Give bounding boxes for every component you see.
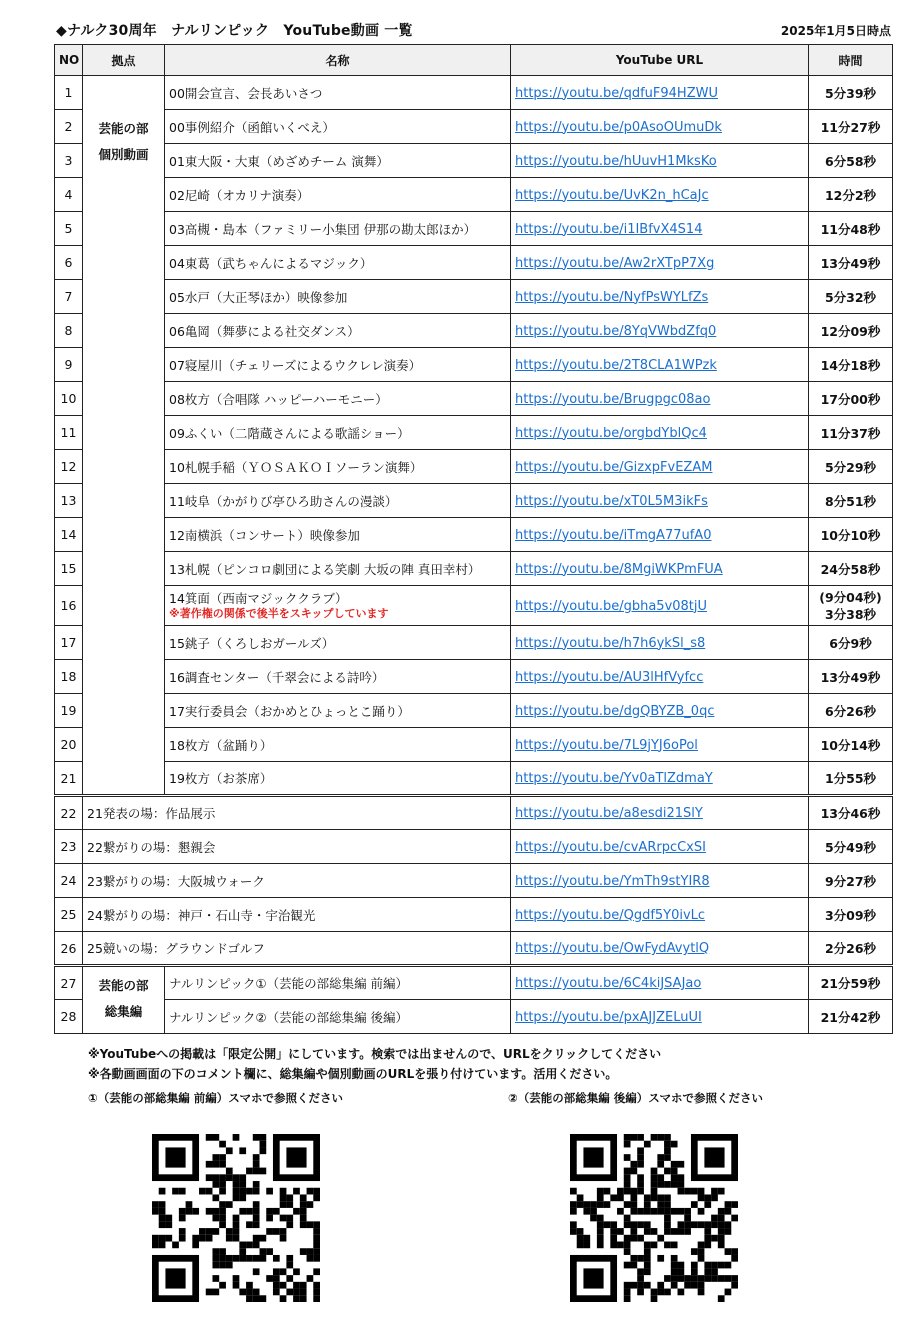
- table-header-row: [55, 45, 893, 76]
- url-cell: [511, 76, 809, 110]
- video-name: 10札幌手稲（ＹＯＳＡＫＯＩソーラン演舞）: [165, 450, 511, 484]
- table-row: [55, 178, 893, 212]
- youtube-link[interactable]: https://youtu.be/qdfuF94HZWU: [515, 85, 718, 101]
- base-label: 個別動画: [98, 147, 149, 162]
- row-number: 20: [55, 728, 83, 762]
- video-name: 22繋がりの場：懇親会: [83, 830, 511, 864]
- video-name: 05水戸（大正琴ほか）映像参加: [165, 280, 511, 314]
- table-row: [55, 280, 893, 314]
- copyright-note: ※著作権の関係で後半をスキップしています: [169, 606, 389, 620]
- duration: 6分26秒: [809, 694, 893, 728]
- duration: 5分29秒: [809, 450, 893, 484]
- duration: 24分58秒: [809, 552, 893, 586]
- row-number: 2: [55, 110, 83, 144]
- duration: 5分49秒: [809, 830, 893, 864]
- table-row: [55, 694, 893, 728]
- duration: 5分39秒: [809, 76, 893, 110]
- table-row: [55, 416, 893, 450]
- duration: 12分2秒: [809, 178, 893, 212]
- table-row: [55, 626, 893, 660]
- video-name: 24繋がりの場：神戸・石山寺・宇治観光: [83, 898, 511, 932]
- url-cell: [511, 694, 809, 728]
- table-row: [55, 552, 893, 586]
- duration: 13分49秒: [809, 660, 893, 694]
- video-name: 04東葛（武ちゃんによるマジック）: [165, 246, 511, 280]
- duration: 6分9秒: [809, 626, 893, 660]
- youtube-link[interactable]: https://youtu.be/NyfPsWYLfZs: [515, 289, 709, 305]
- table-row: [55, 762, 893, 796]
- duration: 8分51秒: [809, 484, 893, 518]
- row-number: 25: [55, 898, 83, 932]
- url-cell: [511, 1000, 809, 1034]
- url-cell: [511, 586, 809, 626]
- url-cell: [511, 728, 809, 762]
- youtube-link[interactable]: https://youtu.be/8MgiWKPmFUA: [515, 561, 723, 577]
- video-name: 17実行委員会（おかめとひょっとこ踊り）: [165, 694, 511, 728]
- table-row: [55, 518, 893, 552]
- url-cell: [511, 450, 809, 484]
- row-number: 7: [55, 280, 83, 314]
- url-cell: [511, 518, 809, 552]
- footnote-1: ※YouTubeへの掲載は「限定公開」にしています。検索では出ませんので、URLをクリックしてください: [88, 1047, 662, 1061]
- row-number: 10: [55, 382, 83, 416]
- duration: 12分09秒: [809, 314, 893, 348]
- youtube-link[interactable]: https://youtu.be/8YqVWbdZfq0: [515, 323, 717, 339]
- url-cell: [511, 932, 809, 966]
- row-number: 14: [55, 518, 83, 552]
- youtube-link[interactable]: https://youtu.be/pxAJJZELuUI: [515, 1009, 702, 1025]
- youtube-link[interactable]: https://youtu.be/gbha5v08tjU: [515, 598, 708, 614]
- youtube-link[interactable]: https://youtu.be/UvK2n_hCaJc: [515, 187, 709, 203]
- url-cell: [511, 796, 809, 830]
- video-list-table: [54, 44, 893, 1034]
- duration: 11分48秒: [809, 212, 893, 246]
- duration: 21分42秒: [809, 1000, 893, 1034]
- video-name: 14箕面（西南マジッククラブ）: [169, 590, 348, 606]
- url-cell: [511, 830, 809, 864]
- video-name: 18枚方（盆踊り）: [165, 728, 511, 762]
- row-number: 12: [55, 450, 83, 484]
- duration: 10分14秒: [809, 728, 893, 762]
- duration: 13分49秒: [809, 246, 893, 280]
- duration: 3分38秒: [824, 606, 877, 622]
- youtube-link[interactable]: https://youtu.be/6C4kiJSAJao: [515, 976, 702, 991]
- youtube-link[interactable]: https://youtu.be/AU3lHfVyfcc: [515, 669, 704, 685]
- footnotes: [88, 1044, 661, 1084]
- url-cell: [511, 660, 809, 694]
- youtube-link[interactable]: https://youtu.be/Aw2rXTpP7Xg: [515, 255, 715, 271]
- row-number: 11: [55, 416, 83, 450]
- youtube-link[interactable]: https://youtu.be/Brugpgc08ao: [515, 391, 711, 407]
- row-number: 5: [55, 212, 83, 246]
- duration: 21分59秒: [809, 966, 893, 1000]
- row-number: 9: [55, 348, 83, 382]
- row-number: 4: [55, 178, 83, 212]
- duration: 13分46秒: [809, 796, 893, 830]
- url-cell: [511, 110, 809, 144]
- table-row: [55, 1000, 893, 1034]
- table-row: [55, 144, 893, 178]
- qr-code-right-icon: [570, 1134, 738, 1302]
- duration: 14分18秒: [809, 348, 893, 382]
- base-cell-geino: [83, 76, 165, 796]
- original-duration: (9分04秒): [819, 589, 882, 605]
- row-number: 17: [55, 626, 83, 660]
- row-number: 6: [55, 246, 83, 280]
- url-cell: [511, 382, 809, 416]
- video-name: 03高槻・島本（ファミリー小集団 伊那の勘太郎ほか）: [165, 212, 511, 246]
- video-name: 25競いの場：グラウンドゴルフ: [83, 932, 511, 966]
- video-name-cell: [165, 586, 511, 626]
- duration-cell: [809, 586, 893, 626]
- col-header-no: NO: [55, 45, 83, 76]
- table-body: [55, 76, 893, 1034]
- video-name: 12南横浜（コンサート）映像参加: [165, 518, 511, 552]
- row-number: 28: [55, 1000, 83, 1034]
- url-cell: [511, 280, 809, 314]
- duration: 5分32秒: [809, 280, 893, 314]
- youtube-link[interactable]: https://youtu.be/iTmgA77ufA0: [515, 527, 712, 543]
- row-number: 18: [55, 660, 83, 694]
- row-number: 26: [55, 932, 83, 966]
- table-row: [55, 246, 893, 280]
- col-header-url: YouTube URL: [511, 45, 809, 76]
- row-number: 15: [55, 552, 83, 586]
- video-name: 01東大阪・大東（めざめチーム 演舞）: [165, 144, 511, 178]
- video-name: 19枚方（お茶席）: [165, 762, 511, 796]
- youtube-link[interactable]: https://youtu.be/7L9jYJ6oPol: [515, 737, 698, 753]
- row-number: 1: [55, 76, 83, 110]
- url-cell: [511, 348, 809, 382]
- col-header-base: 拠点: [83, 45, 165, 76]
- video-name: 09ふくい（二階蔵さんによる歌謡ショー）: [165, 416, 511, 450]
- table-row: [55, 586, 893, 626]
- youtube-link[interactable]: https://youtu.be/2T8CLA1WPzk: [515, 357, 717, 373]
- youtube-link[interactable]: https://youtu.be/Qgdf5Y0ivLc: [515, 907, 706, 923]
- video-name: 23繋がりの場：大阪城ウォーク: [83, 864, 511, 898]
- url-cell: [511, 966, 809, 1000]
- video-name: 16調査センター（千翠会による詩吟）: [165, 660, 511, 694]
- youtube-link[interactable]: https://youtu.be/Yv0aTlZdmaY: [515, 771, 713, 786]
- duration: 2分26秒: [809, 932, 893, 966]
- table-row: [55, 314, 893, 348]
- video-name: 06亀岡（舞夢による社交ダンス）: [165, 314, 511, 348]
- duration: 6分58秒: [809, 144, 893, 178]
- qr-caption-left: ①（芸能の部総集編 前編）スマホで参照ください: [88, 1091, 344, 1105]
- row-number: 13: [55, 484, 83, 518]
- url-cell: [511, 416, 809, 450]
- duration: 11分37秒: [809, 416, 893, 450]
- youtube-link[interactable]: https://youtu.be/cvARrpcCxSI: [515, 839, 706, 855]
- duration: 9分27秒: [809, 864, 893, 898]
- youtube-link[interactable]: https://youtu.be/i1IBfvX4S14: [515, 221, 703, 237]
- video-name: 15銚子（くろしおガールズ）: [165, 626, 511, 660]
- youtube-link[interactable]: https://youtu.be/h7h6ykSl_s8: [515, 635, 706, 651]
- video-name: 11岐阜（かがりび亭ひろ助さんの漫談）: [165, 484, 511, 518]
- video-name: 02尼崎（オカリナ演奏）: [165, 178, 511, 212]
- table-row: [55, 932, 893, 966]
- row-number: 22: [55, 796, 83, 830]
- table-row: [55, 76, 893, 110]
- video-name: 21発表の場：作品展示: [83, 796, 511, 830]
- youtube-link[interactable]: https://youtu.be/dgQBYZB_0qc: [515, 703, 715, 719]
- row-number: 16: [55, 586, 83, 626]
- qr-caption-right: ②（芸能の部総集編 後編）スマホで参照ください: [508, 1091, 764, 1105]
- table-row: [55, 660, 893, 694]
- duration: 11分27秒: [809, 110, 893, 144]
- row-number: 19: [55, 694, 83, 728]
- col-header-name: 名称: [165, 45, 511, 76]
- url-cell: [511, 626, 809, 660]
- url-cell: [511, 864, 809, 898]
- duration: 10分10秒: [809, 518, 893, 552]
- table-row: [55, 348, 893, 382]
- video-name: ナルリンピック②（芸能の部総集編 後編）: [165, 1000, 511, 1034]
- page-title: ◆ナルク30周年 ナルリンピック YouTube動画 一覧: [56, 23, 413, 39]
- row-number: 8: [55, 314, 83, 348]
- video-name: 13札幌（ピンコロ劇団による笑劇 大坂の陣 真田幸村）: [165, 552, 511, 586]
- youtube-link[interactable]: https://youtu.be/p0AsoOUmuDk: [515, 119, 722, 135]
- qr-code-left-icon: [152, 1134, 320, 1302]
- url-cell: [511, 314, 809, 348]
- url-cell: [511, 552, 809, 586]
- video-name: 07寝屋川（チェリーズによるウクレレ演奏）: [165, 348, 511, 382]
- youtube-link[interactable]: https://youtu.be/OwFydAvytlQ: [515, 941, 710, 956]
- duration: 1分55秒: [809, 762, 893, 796]
- url-cell: [511, 178, 809, 212]
- table-row: [55, 450, 893, 484]
- row-number: 3: [55, 144, 83, 178]
- table-row: [55, 830, 893, 864]
- video-name: 08枚方（合唱隊 ハッピーハーモニー）: [165, 382, 511, 416]
- col-header-time: 時間: [809, 45, 893, 76]
- table-row: [55, 110, 893, 144]
- video-name: ナルリンピック①（芸能の部総集編 前編）: [165, 966, 511, 1000]
- table-row: [55, 484, 893, 518]
- url-cell: [511, 484, 809, 518]
- footnote-2: ※各動画画面の下のコメント欄に、総集編や個別動画のURLを張り付けています。活用ください。: [88, 1067, 618, 1081]
- youtube-link[interactable]: https://youtu.be/GizxpFvEZAM: [515, 459, 713, 475]
- table-row: [55, 864, 893, 898]
- table-row: [55, 966, 893, 1000]
- duration: 3分09秒: [809, 898, 893, 932]
- video-name: 00開会宣言、会長あいさつ: [165, 76, 511, 110]
- table-row: [55, 898, 893, 932]
- base-label: 芸能の部: [98, 121, 149, 136]
- row-number: 23: [55, 830, 83, 864]
- row-number: 21: [55, 762, 83, 796]
- youtube-link[interactable]: https://youtu.be/orgbdYblQc4: [515, 425, 707, 441]
- base-label: 総集編: [104, 1004, 143, 1019]
- youtube-link[interactable]: https://youtu.be/YmTh9stYIR8: [515, 873, 710, 889]
- table-row: [55, 728, 893, 762]
- youtube-link[interactable]: https://youtu.be/hUuvH1MksKo: [515, 153, 717, 169]
- url-cell: [511, 762, 809, 796]
- duration: 17分00秒: [809, 382, 893, 416]
- row-number: 24: [55, 864, 83, 898]
- as-of-date: 2025年1月5日時点: [780, 24, 891, 38]
- youtube-link[interactable]: https://youtu.be/a8esdi21SlY: [515, 806, 703, 821]
- base-cell-soushuhen: [83, 966, 165, 1034]
- base-label: 芸能の部: [98, 978, 149, 993]
- youtube-link[interactable]: https://youtu.be/xT0L5M3ikFs: [515, 493, 708, 509]
- table-row: [55, 212, 893, 246]
- video-name: 00事例紹介（函館いくべえ）: [165, 110, 511, 144]
- table-row: [55, 796, 893, 830]
- table-row: [55, 382, 893, 416]
- url-cell: [511, 212, 809, 246]
- row-number: 27: [55, 966, 83, 1000]
- url-cell: [511, 898, 809, 932]
- url-cell: [511, 246, 809, 280]
- url-cell: [511, 144, 809, 178]
